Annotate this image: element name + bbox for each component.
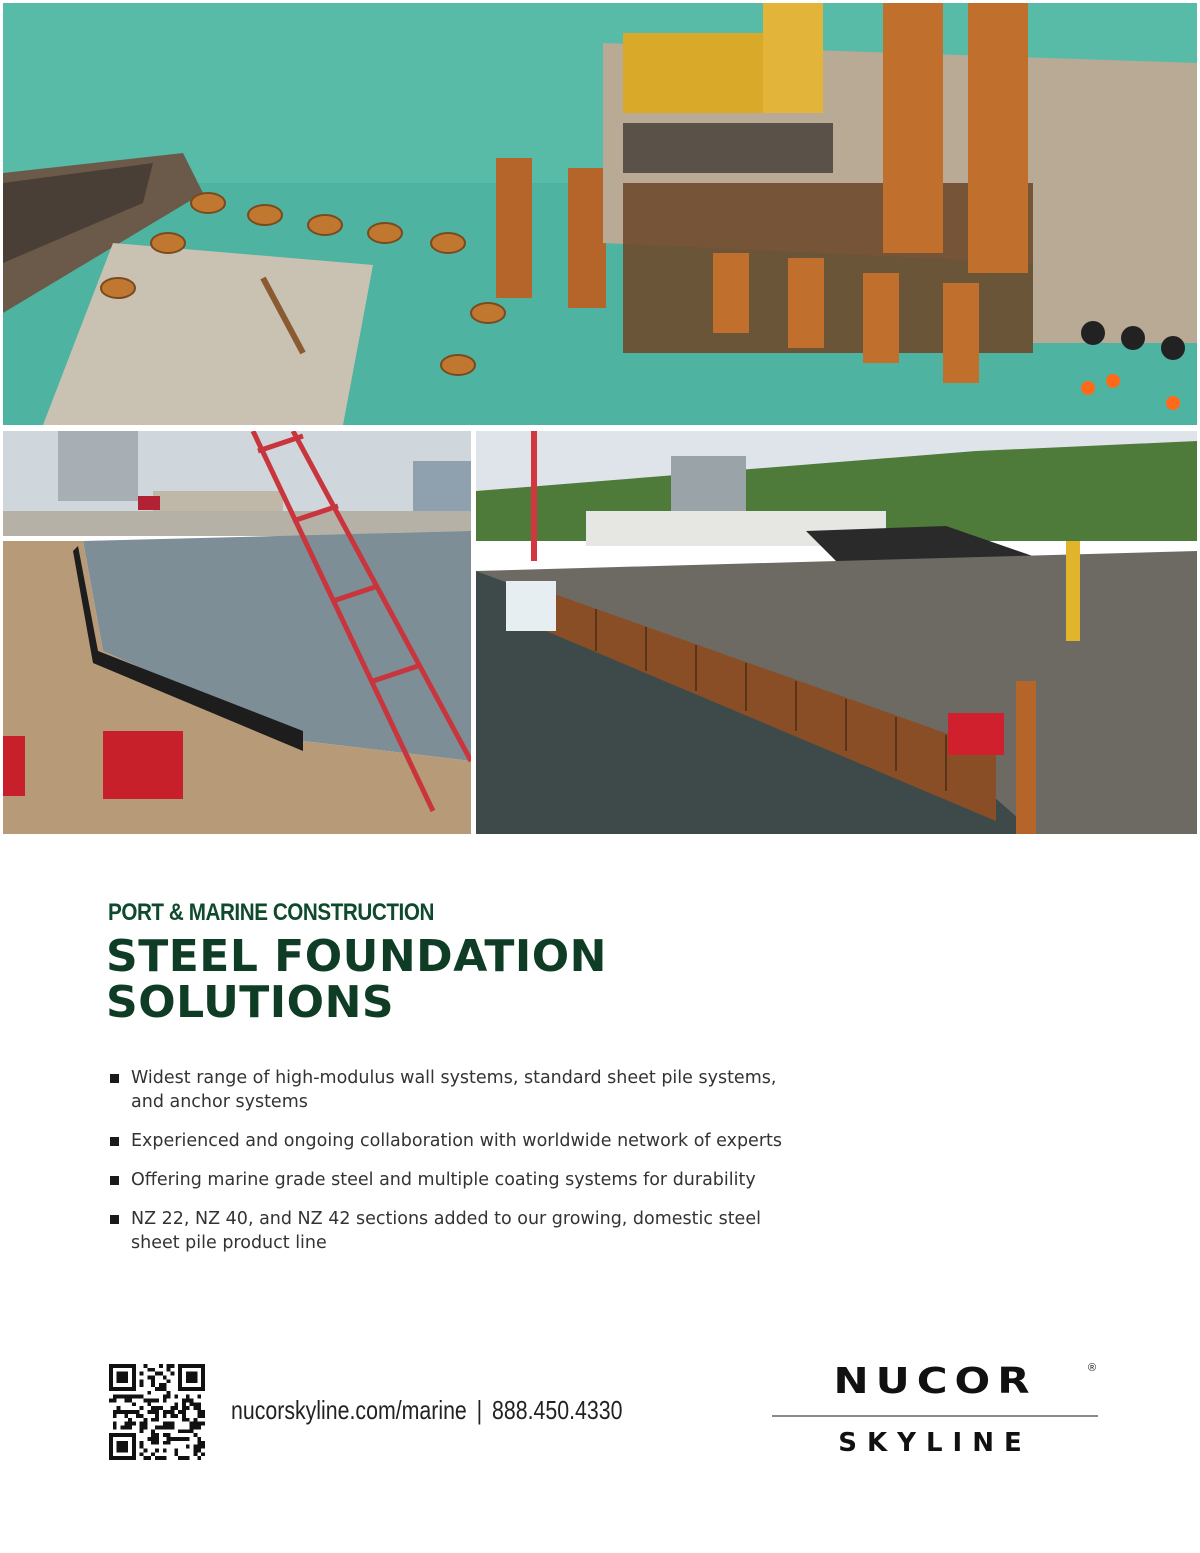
feature-item: Experienced and ongoing collaboration with worldwide network of experts: [108, 1129, 808, 1153]
headline-line-2: SOLUTIONS: [106, 977, 395, 1028]
website-link[interactable]: nucorskyline.com/marine: [231, 1395, 467, 1425]
photo-river-sheet-pile-wall: [476, 431, 1197, 834]
feature-item: NZ 22, NZ 40, and NZ 42 sections added to our growing, domestic steel sheet pile product line: [108, 1207, 808, 1255]
photo-bulkhead-crane: [3, 431, 471, 834]
logo-sub: SKYLINE: [838, 1428, 1032, 1458]
feature-item: Offering marine grade steel and multiple coating systems for durability: [108, 1168, 808, 1192]
headline-line-1: STEEL FOUNDATION: [106, 931, 607, 982]
logo-brand: NUCOR: [833, 1360, 1037, 1402]
nucor-skyline-logo: [770, 1360, 1100, 1470]
logo-divider: [772, 1415, 1098, 1417]
headline: [106, 931, 607, 1028]
feature-item: Widest range of high-modulus wall systems, standard sheet pile systems, and anchor systems: [108, 1066, 808, 1114]
contact-line: [231, 1395, 622, 1426]
contact-separator: |: [476, 1395, 483, 1425]
photo-pile-driving-barge: [3, 3, 1197, 425]
registered-mark: ®: [1088, 1362, 1097, 1374]
phone-number[interactable]: 888.450.4330: [492, 1395, 623, 1425]
qr-code-icon[interactable]: [109, 1364, 205, 1460]
eyebrow-port-marine: PORT & MARINE CONSTRUCTION: [108, 899, 434, 926]
feature-list: [108, 1066, 808, 1270]
